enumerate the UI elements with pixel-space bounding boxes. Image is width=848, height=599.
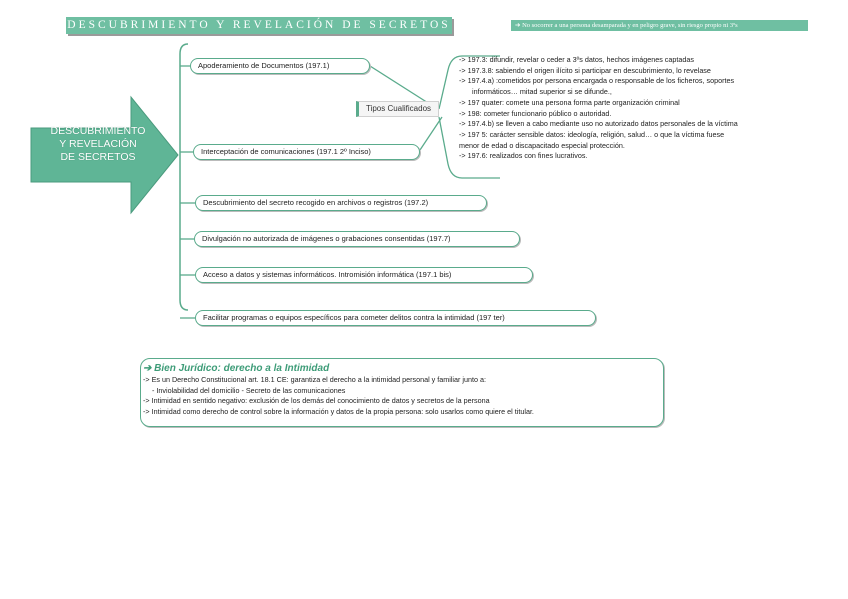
bien-juridico-line: -> Intimidad en sentido negativo: exclusión de los demás del conocimiento de datos y secretos de la persona (143, 396, 490, 406)
qualified-item: -> 197.6: realizados con fines lucrativos. (459, 151, 588, 161)
bien-juridico-line: -> Es un Derecho Constitucional art. 18.1 CE: garantiza el derecho a la intimidad personal y familiar junto a: (143, 375, 486, 384)
main-node-label (36, 125, 160, 164)
qualified-item: -> 197 quater: comete una persona forma parte organización criminal (459, 97, 680, 107)
qualified-item-continuation: menor de edad o discapacitado especial protección. (459, 140, 625, 150)
branch-bracket (180, 44, 188, 310)
branch-apoderamiento: Apoderamiento de Documentos (197.1) (190, 58, 370, 74)
qualified-item: -> 197.3.8: sabiendo el origen ilícito si participar en descubrimiento, lo revelase (459, 65, 711, 75)
top-note: ➔ No socorrer a una persona desamparada y en peligro grave, sin riesgo propio ni 3ºs (511, 20, 808, 31)
bien-juridico-line: - Inviolabilidad del domicilio - Secreto de las comunicaciones (152, 385, 346, 395)
branch-divulgacion: Divulgación no autorizada de imágenes o grabaciones consentidas (197.7) (194, 231, 520, 247)
qualified-item-continuation: informáticos… mitad superior si se difunde., (472, 87, 612, 97)
bien-juridico-box (140, 358, 664, 427)
qualified-item: -> 198: cometer funcionario público o autoridad. (459, 108, 612, 118)
branch-descubrimiento-archivos: Descubrimiento del secreto recogido en archivos o registros (197.2) (195, 195, 487, 211)
tipos-cualificados-label: Tipos Cualificados (356, 101, 439, 117)
branch-interceptacion: Interceptación de comunicaciones (197.1 2º Inciso) (193, 144, 420, 160)
bien-juridico-line: -> Intimidad como derecho de control sobre la información y datos de la propia persona: solo usarlos como quiere el titular. (143, 406, 534, 416)
qualified-item: -> 197.4.a) :cometidos por persona encargada o responsable de los ficheros, soportes (459, 76, 735, 86)
branch-facilitar-programas: Facilitar programas o equipos específicos para cometer delitos contra la intimidad (197 ter) (195, 310, 596, 326)
main-node-line-3: DE SECRETOS (60, 151, 136, 163)
qualified-item: -> 197 5: carácter sensible datos: ideología, religión, salud… o que la víctima fuese (459, 129, 725, 139)
qualified-types-list (457, 54, 813, 178)
branch-acceso-datos: Acceso a datos y sistemas informáticos. Intromisión informática (197.1 bis) (195, 267, 533, 283)
qualified-item: -> 197.4.b) se lleven a cabo mediante uso no autorizado datos personales de la víctima (459, 119, 738, 129)
qualified-item: -> 197.3: difundir, revelar o ceder a 3ºs datos, hechos imágenes captadas (459, 55, 694, 64)
bien-juridico-title: ➔ Bien Jurídico: derecho a la Intimidad (143, 363, 330, 374)
main-node-line-2: Y REVELACIÓN (59, 138, 137, 150)
page-title: DESCUBRIMIENTO Y REVELACIÓN DE SECRETOS (66, 17, 452, 34)
connector-interceptacion-tipos (420, 117, 442, 150)
main-node-line-1: DESCUBRIMIENTO (50, 125, 146, 137)
